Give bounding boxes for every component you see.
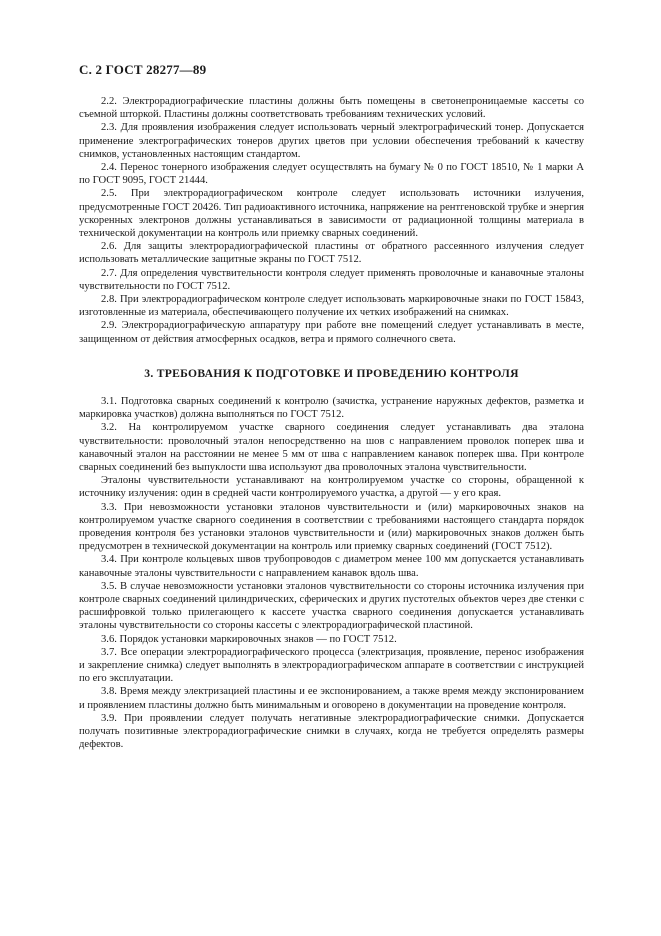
paragraph-3-1: 3.1. Подготовка сварных соединений к контролю (зачистка, устранение наружных дефектов, разметка и маркировка участков) должна выполняться по ГОСТ 7512. [79,396,584,421]
section-3-title: 3. ТРЕБОВАНИЯ К ПОДГОТОВКЕ И ПРОВЕДЕНИЮ КОНТРОЛЯ [144,367,519,380]
paragraph-2-7: 2.7. Для определения чувствительности контроля следует применять проволочные и канавочные эталоны чувствительности по ГОСТ 7512. [79,267,584,292]
paragraph-2-3: 2.3. Для проявления изображения следует использовать черный электрографический тонер. Допускается применение электрографических тонеров других цветов при условии обеспечения требований к качеству снимков, установленных настоящим стандартом. [79,122,584,160]
paragraph-3-2-cont: Эталоны чувствительности устанавливают на контролируемом участке со стороны, обращенной к источнику излучения: один в средней части контролируемого участка, а другой — у его края. [79,475,584,500]
paragraph-3-3: 3.3. При невозможности установки эталонов чувствительности и (или) маркировочных знаков на контролируемом участке сварного соединения в соответствии с требованиями настоящего стандарта порядок проведения контроля без установки эталонов чувствительности и (или) маркировочных знаков должен быть предусмотрен в технической документации на контроль или приемку сварных соединений (ГОСТ 7512). [79,501,584,553]
paragraph-3-8: 3.8. Время между электризацией пластины и ее экспонированием, а также время между экспонированием и проявлением пластины должно быть минимальным и оговорено в документации на проведение контроля. [79,686,584,711]
paragraph-2-9: 2.9. Электрорадиографическую аппаратуру при работе вне помещений следует устанавливать в месте, защищенном от действия атмосферных осадков, ветра и прямого солнечного света. [79,320,584,345]
paragraph-3-2: 3.2. На контролируемом участке сварного соединения следует устанавливать два эталона чувствительности: проволочный эталон непосредственно на шов с направлением проволок поперек шва и канавочный эталон на расстоянии не менее 5 мм от шва с направлением канавок поперек шва. При контроле сварных соединений без выпуклости шва используют два проволочных эталона чувствительности. [79,422,584,474]
section-2-text [79,95,584,346]
paragraph-3-9: 3.9. При проявлении следует получать негативные электрорадиографические снимки. Допускается получать позитивные электрорадиографические снимки в случаях, когда не требуется определять размеры дефектов. [79,712,584,751]
paragraph-3-5: 3.5. В случае невозможности установки эталонов чувствительности со стороны источника излучения при контроле сварных соединений цилиндрических, сферических и других пустотелых объектов через две стенки с расшифровкой только прилегающего к кассете участка сварного соединения допускается устанавливать эталоны чувствительности со стороны кассеты с электрорадиографической пластиной. [79,580,584,632]
paragraph-2-6: 2.6. Для защиты электрорадиографической пластины от обратного рассеянного излучения следует использовать металлические защитные экраны по ГОСТ 7512. [79,241,584,266]
paragraph-2-5: 2.5. При электрорадиографическом контроле следует использовать источники излучения, предусмотренные ГОСТ 20426. Тип радиоактивного источника, напряжение на рентгеновской трубке и энергия ускоренных электронов должны устанавливаться в зависимости от радиационной толщины материала в технической документации на контроль или приемку сварных соединений. [79,188,584,240]
paragraph-3-4: 3.4. При контроле кольцевых швов трубопроводов с диаметром менее 100 мм допускается устанавливать канавочные эталоны чувствительности с направлением канавок вдоль шва. [79,554,584,579]
paragraph-3-7: 3.7. Все операции электрорадиографического процесса (электризация, проявление, перенос изображения и закрепление снимка) следует выполнять в электрорадиографическом аппарате в соответствии с инструкцией по его эксплуатации. [79,646,584,685]
paragraph-2-4: 2.4. Перенос тонерного изображения следует осуществлять на бумагу № 0 по ГОСТ 18510, № 1 марки А по ГОСТ 9095, ГОСТ 21444. [79,162,584,187]
paragraph-2-8: 2.8. При электрорадиографическом контроле следует использовать маркировочные знаки по ГОСТ 15843, изготовленные из материала, обеспечивающего получение их четких изображений на снимках. [79,294,584,319]
page-header: С. 2 ГОСТ 28277—89 [79,62,207,77]
section-3-text [79,395,584,751]
paragraph-2-2: 2.2. Электрорадиографические пластины должны быть помещены в светонепроницаемые кассеты со съемной шторкой. Пластины должны соответствовать требованиям технических условий. [79,96,584,121]
paragraph-3-6: 3.6. Порядок установки маркировочных знаков — по ГОСТ 7512. [101,633,397,645]
